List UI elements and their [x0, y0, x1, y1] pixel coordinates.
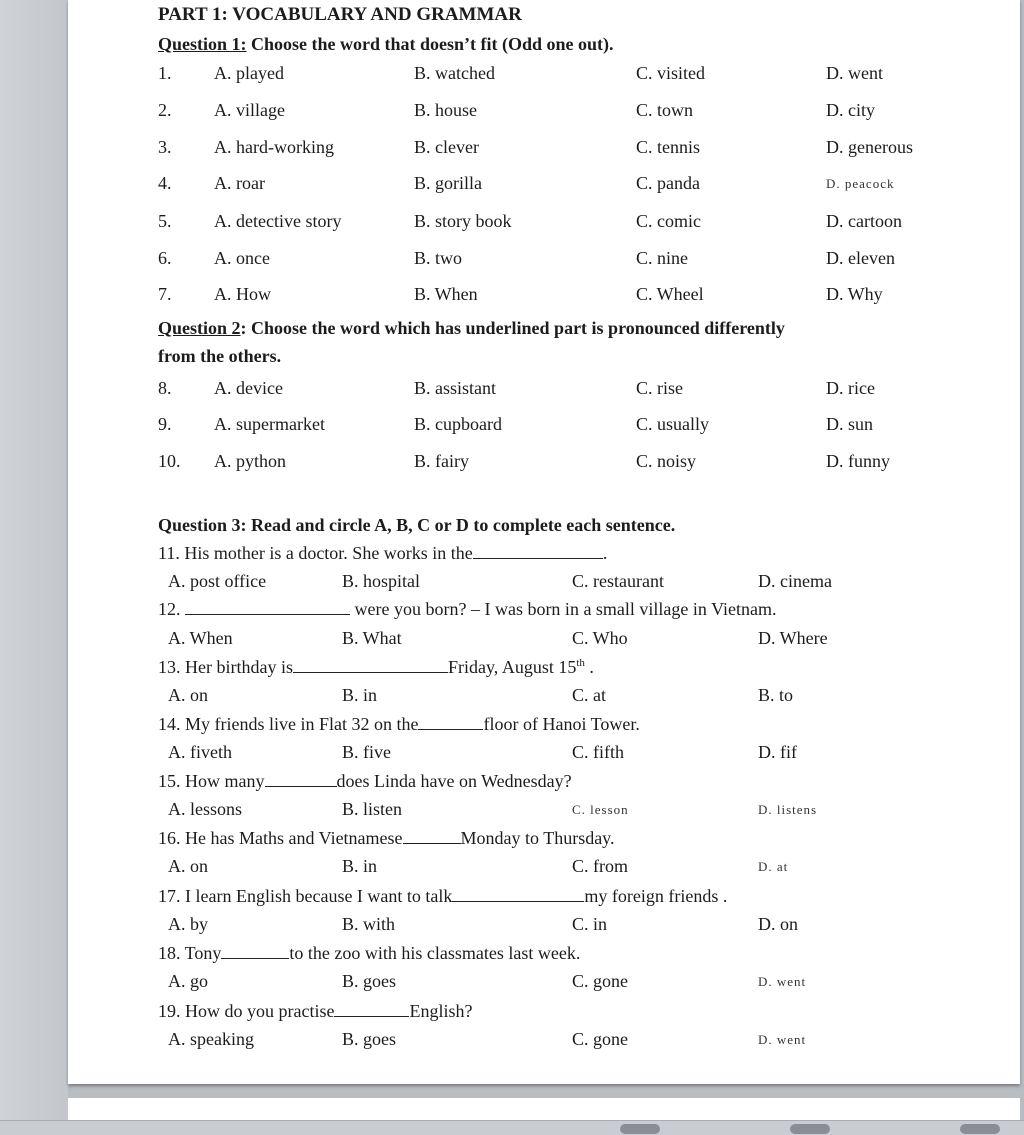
option-b: B. with — [342, 914, 396, 934]
option-a: A. device — [214, 378, 283, 398]
sentence-text: were you born? – I was born in a small village in Vietnam. — [354, 599, 777, 619]
answer-blank — [293, 656, 448, 673]
sentence-text: Friday, August 15 — [447, 657, 577, 677]
answer-blank — [418, 713, 483, 730]
options-row — [168, 742, 928, 766]
option-d: D. went — [826, 63, 883, 83]
item-number: 10. — [158, 451, 181, 471]
left-gutter — [0, 0, 68, 1134]
option-a: A. by — [168, 914, 208, 934]
sentence-text: 19. How do you practise — [158, 1001, 335, 1021]
item-number: 8. — [158, 378, 172, 398]
status-indicator — [620, 1124, 660, 1134]
option-b: B. story book — [414, 211, 512, 231]
option-a: A. python — [214, 451, 286, 471]
item-number: 9. — [158, 414, 172, 434]
option-d: D. peacock — [826, 176, 895, 191]
option-c: C. town — [636, 100, 694, 120]
option-d: D. listens — [758, 802, 818, 817]
next-page-edge — [68, 1098, 1020, 1120]
item-number: 1. — [158, 63, 172, 83]
option-c: C. fifth — [572, 742, 624, 762]
ordinal-suffix: th — [576, 657, 585, 669]
option-a: A. speaking — [168, 1029, 254, 1049]
option-a: A. fiveth — [168, 742, 232, 762]
option-a: A. go — [168, 971, 208, 991]
item-number: 7. — [158, 284, 172, 304]
options-row — [168, 856, 928, 880]
status-indicator — [790, 1124, 830, 1134]
option-d: D. went — [758, 974, 807, 989]
sentence-11 — [158, 542, 607, 564]
question-1-text: Choose the word that doesn’t fit (Odd one out). — [246, 34, 614, 54]
option-b: B. goes — [342, 971, 396, 991]
sentence-text: 15. How many — [158, 771, 265, 791]
option-b: B. house — [414, 100, 477, 120]
option-b: B. two — [414, 248, 463, 268]
option-b: B. goes — [342, 1029, 396, 1049]
option-d: D. went — [758, 1032, 807, 1047]
option-b: B. listen — [342, 799, 403, 819]
option-a: A. on — [168, 856, 208, 876]
sentence-12 — [158, 598, 776, 620]
option-c: C. usually — [636, 414, 710, 434]
sentence-text: 13. Her birthday is — [158, 657, 293, 677]
question-2-text: : Choose the word which has underlined part is pronounced differently — [240, 318, 785, 338]
options-row — [168, 1029, 928, 1053]
options-row — [168, 799, 928, 823]
item-number: 5. — [158, 211, 172, 231]
option-d: D. Why — [826, 284, 883, 304]
options-row — [168, 628, 928, 652]
item-number: 6. — [158, 248, 172, 268]
option-b: B. hospital — [342, 571, 421, 591]
sentence-text: English? — [409, 1001, 473, 1021]
answer-blank — [185, 598, 350, 615]
option-d: D. generous — [826, 137, 913, 157]
option-b: B. clever — [414, 137, 479, 157]
option-c: C. panda — [636, 173, 700, 193]
option-d: D. eleven — [826, 248, 895, 268]
sentence-17 — [158, 885, 727, 907]
option-c: C. in — [572, 914, 608, 934]
sentence-text: Monday to Thursday. — [460, 828, 615, 848]
option-d: D. Where — [758, 628, 828, 648]
sentence-15 — [158, 770, 572, 792]
status-bar — [0, 1120, 1024, 1135]
option-b: B. cupboard — [414, 414, 502, 434]
option-a: A. post office — [168, 571, 267, 591]
sentence-text: my foreign friends . — [584, 886, 728, 906]
option-c: C. tennis — [636, 137, 701, 157]
option-b: B. fairy — [414, 451, 469, 471]
option-d: B. to — [758, 685, 794, 705]
sentence-text: to the zoo with his classmates last week. — [289, 943, 581, 963]
sentence-text: does Linda have on Wednesday? — [336, 771, 572, 791]
answer-blank — [334, 1000, 409, 1017]
option-a: A. on — [168, 685, 208, 705]
option-d: D. city — [826, 100, 875, 120]
option-c: C. Who — [572, 628, 628, 648]
option-c: C. comic — [636, 211, 701, 231]
question-2-title-cont: from the others. — [158, 346, 282, 366]
options-row — [168, 685, 928, 709]
part-title: PART 1: VOCABULARY AND GRAMMAR — [158, 4, 522, 25]
option-d: D. at — [758, 859, 789, 874]
sentence-text: . — [602, 543, 608, 563]
option-c: C. lesson — [572, 802, 629, 817]
option-b: B. in — [342, 856, 378, 876]
answer-blank — [403, 827, 461, 844]
option-c: C. from — [572, 856, 628, 876]
sentence-16 — [158, 827, 615, 849]
option-d: D. cinema — [758, 571, 832, 591]
option-c: C. Wheel — [636, 284, 704, 304]
option-b: B. in — [342, 685, 378, 705]
sentence-text: . — [584, 657, 594, 677]
answer-blank — [265, 770, 337, 787]
sentence-19 — [158, 1000, 472, 1022]
option-d: D. on — [758, 914, 798, 934]
question-1-title — [158, 34, 614, 55]
item-number: 4. — [158, 173, 172, 193]
option-c: C. visited — [636, 63, 706, 83]
option-a: A. hard-working — [214, 137, 334, 157]
option-a: A. supermarket — [214, 414, 325, 434]
option-b: B. watched — [414, 63, 495, 83]
option-a: A. village — [214, 100, 285, 120]
option-a: A. detective story — [214, 211, 342, 231]
option-a: A. lessons — [168, 799, 243, 819]
option-b: B. five — [342, 742, 391, 762]
item-number: 2. — [158, 100, 172, 120]
options-row — [168, 571, 928, 595]
question-1-label: Question 1: — [158, 34, 247, 54]
sentence-text: floor of Hanoi Tower. — [483, 714, 640, 734]
option-d: D. fif — [758, 742, 797, 762]
sentence-18 — [158, 942, 580, 964]
sentence-text: 12. — [158, 599, 181, 619]
sentence-text: 18. Tony — [158, 943, 222, 963]
status-indicator — [960, 1124, 1000, 1134]
answer-blank — [473, 542, 603, 559]
option-a: A. once — [214, 248, 270, 268]
sentence-text: 11. His mother is a doctor. She works in the — [158, 543, 473, 563]
option-b: B. gorilla — [414, 173, 482, 193]
option-b: B. assistant — [414, 378, 497, 398]
option-a: A. roar — [214, 173, 265, 193]
option-b: B. When — [414, 284, 478, 304]
option-a: A. When — [168, 628, 233, 648]
options-row — [168, 971, 928, 995]
question-2-title — [158, 318, 785, 339]
answer-blank — [452, 885, 584, 902]
item-number: 3. — [158, 137, 172, 157]
question-3-title: Question 3: Read and circle A, B, C or D to complete each sentence. — [158, 515, 676, 535]
option-c: C. restaurant — [572, 571, 664, 591]
option-b: B. What — [342, 628, 402, 648]
option-c: C. at — [572, 685, 606, 705]
options-row — [168, 914, 928, 938]
option-d: D. sun — [826, 414, 874, 434]
sentence-13 — [158, 656, 594, 678]
option-c: C. nine — [636, 248, 688, 268]
option-a: A. played — [214, 63, 284, 83]
sentence-text: 17. I learn English because I want to talk — [158, 886, 453, 906]
sentence-text: 14. My friends live in Flat 32 on the — [158, 714, 419, 734]
option-d: D. cartoon — [826, 211, 902, 231]
option-c: C. rise — [636, 378, 683, 398]
sentence-14 — [158, 713, 640, 735]
sentence-text: 16. He has Maths and Vietnamese — [158, 828, 403, 848]
option-a: A. How — [214, 284, 271, 304]
question-2-label: Question 2 — [158, 318, 241, 338]
option-d: D. rice — [826, 378, 875, 398]
option-c: C. gone — [572, 971, 628, 991]
answer-blank — [221, 942, 289, 959]
option-d: D. funny — [826, 451, 890, 471]
option-c: C. noisy — [636, 451, 697, 471]
option-c: C. gone — [572, 1029, 628, 1049]
